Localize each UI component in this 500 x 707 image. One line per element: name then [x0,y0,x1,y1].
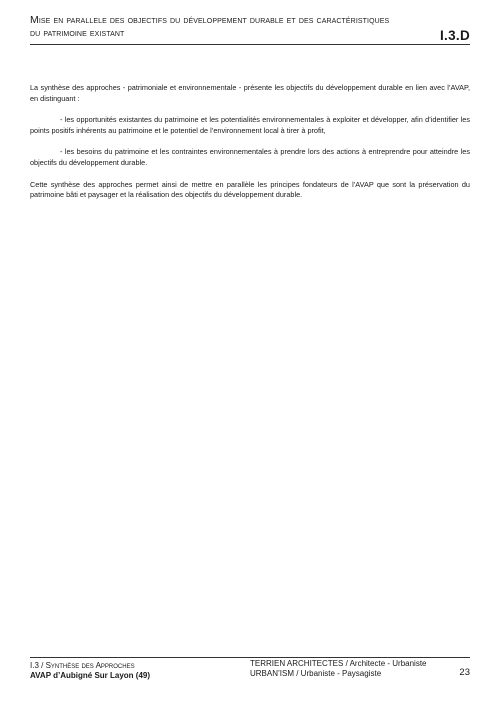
footer-project: AVAP d’Aubigné Sur Layon (49) [30,671,151,680]
page-title-line-1: Mise en parallele des objectifs du développement durable et des caractéristiques [30,14,390,26]
footer-section: I.3 / Synthèse des Approches [30,661,135,670]
page-title-line-2: du patrimoine existant [30,27,125,39]
page-number: 23 [459,667,470,678]
conclusion-paragraph: Cette synthèse des approches permet ainsi de mettre en parallèle les principes fondateurs de l’AVAP que sont la préservation du patrimoine bâti et paysager et la réalisation des objectifs du développement durable. [30,179,470,200]
bullet-opportunities: - les opportunités existantes du patrimoine et les potentialités environnementales à exploiter et développer, afin d’identifier les points positifs inhérents au patrimoine et le potentiel de l’environnement local à tirer à profit, [30,115,470,135]
footer-credits [250,659,427,679]
intro-paragraph: La synthèse des approches - patrimoniale et environnementale - présente les objectifs du développement durable en lien avec l’AVAP, en distinguant : [30,83,470,103]
footer-credit-2: URBAN’ISM / Urbaniste - Paysagiste [250,669,382,678]
page-header [30,14,470,43]
section-code: I.3.D [439,28,470,43]
bullet-needs: - les besoins du patrimoine et les contraintes environnementales à prendre lors des actions à entreprendre pour atteindre les objectifs du développement durable. [30,147,470,167]
footer-divider [30,657,470,658]
body-text [30,83,470,212]
header-divider [30,44,470,45]
footer-left [30,661,150,681]
footer-credit-1: TERRIEN ARCHITECTES / Architecte - Urbaniste [250,659,427,668]
